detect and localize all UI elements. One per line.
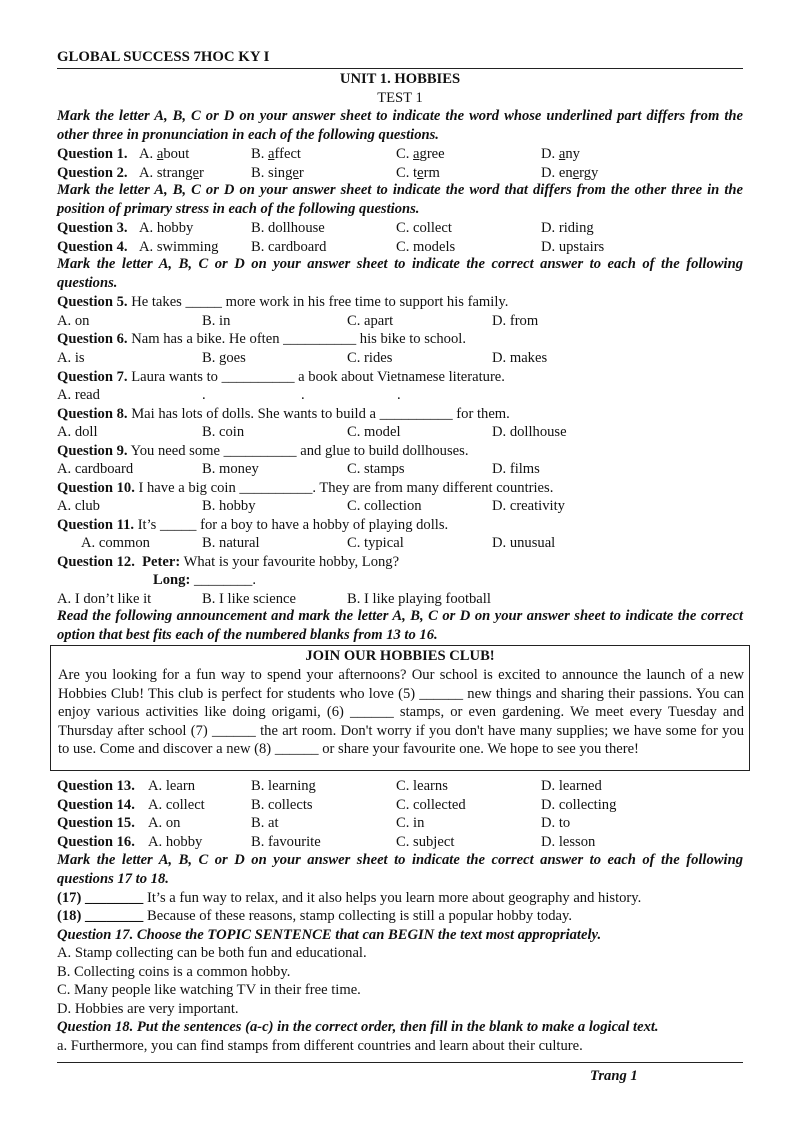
question-label: Question 14. bbox=[57, 797, 135, 813]
option-a: A. doll bbox=[57, 424, 98, 440]
question-14 bbox=[57, 796, 743, 814]
question-17-option-b: B. Collecting coins is a common hobby. bbox=[57, 964, 291, 980]
option-b: B. coin bbox=[202, 424, 245, 440]
page-number: Trang 1 bbox=[590, 1068, 638, 1084]
question-1 bbox=[57, 145, 743, 163]
option-c: B. I like playing football bbox=[347, 591, 491, 607]
option-b: B. money bbox=[202, 461, 259, 477]
option-a: A. stranger bbox=[139, 165, 204, 181]
instruction-correct-answer: Mark the letter A, B, C or D on your answer sheet to indicate the correct answer to each of the following questions. bbox=[57, 256, 743, 291]
question-11-stem: Question 11. It’s _____ for a boy to have a hobby of playing dolls. bbox=[57, 517, 449, 533]
option-d: D. makes bbox=[492, 350, 548, 366]
question-9-stem: Question 9. You need some __________ and glue to build dollhouses. bbox=[57, 443, 469, 459]
option-b: B. I like science bbox=[202, 591, 297, 607]
option-a: A. on bbox=[148, 815, 181, 831]
unit-title: UNIT 1. HOBBIES bbox=[339, 71, 461, 87]
option-c: C. agree bbox=[396, 146, 445, 162]
option-b: B. goes bbox=[202, 350, 246, 366]
question-18-sentence-a: a. Furthermore, you can find stamps from different countries and learn about their culture. bbox=[57, 1038, 583, 1054]
question-17-option-d: D. Hobbies are very important. bbox=[57, 1001, 239, 1017]
option-a: A. club bbox=[57, 498, 100, 514]
question-15 bbox=[57, 814, 743, 832]
option-c: . bbox=[301, 387, 305, 403]
option-c: C. in bbox=[396, 815, 425, 831]
option-b: B. collects bbox=[251, 797, 313, 813]
option-a: A. hobby bbox=[139, 220, 194, 236]
option-c: C. collected bbox=[396, 797, 466, 813]
option-b: . bbox=[202, 387, 206, 403]
instruction-pronunciation: Mark the letter A, B, C or D on your answer sheet to indicate the word whose underlined part differs from the other three in pronunciation in each of the following questions. bbox=[57, 108, 743, 143]
option-a: A. collect bbox=[148, 797, 205, 813]
question-6-stem: Question 6. Nam has a bike. He often __________ his bike to school. bbox=[57, 331, 466, 347]
option-c: C. subject bbox=[396, 834, 455, 850]
gap-17: (17) ________ It’s a fun way to relax, and it also helps you learn more about geography and history. bbox=[57, 890, 642, 906]
question-label: Question 1. bbox=[57, 146, 128, 162]
option-b: B. hobby bbox=[202, 498, 256, 514]
option-d: D. to bbox=[541, 815, 571, 831]
option-c: C. collection bbox=[347, 498, 422, 514]
option-b: B. dollhouse bbox=[251, 220, 325, 236]
option-b: B. singer bbox=[251, 165, 304, 181]
option-d: D. upstairs bbox=[541, 239, 605, 255]
option-d: . bbox=[397, 387, 401, 403]
document-header: GLOBAL SUCCESS 7HOC KY I bbox=[57, 49, 270, 65]
question-17-option-a: A. Stamp collecting can be both fun and educational. bbox=[57, 945, 367, 961]
announcement-text: Are you looking for a fun way to spend your afternoons? Our school is excited to announce the launch of a new Hobbies Club! This club is perfect for students who love (5) ______ new things and sharing their passions. You can enjoy various activities like doing origami, (6) ______ stamps, or even gardening. We meet every Tuesday and Thursday after school (7) ______ the art room. Don't worry if you don't have many supplies; we have some for you to use. Come and discover a new (8) ______ or share your favourite one. We hope to see you there! bbox=[58, 667, 744, 758]
instruction-announcement: Read the following announcement and mark the letter A, B, C or D on your answer sheet to indicate the correct option that best fits each of the numbered blanks from 13 to 16. bbox=[57, 608, 743, 643]
option-a: A. common bbox=[81, 535, 150, 551]
question-16 bbox=[57, 833, 743, 851]
option-a: A. read bbox=[57, 387, 100, 403]
option-d: D. unusual bbox=[492, 535, 556, 551]
option-b: B. cardboard bbox=[251, 239, 327, 255]
option-c: C. typical bbox=[347, 535, 404, 551]
question-label: Question 3. bbox=[57, 220, 128, 236]
option-a: A. on bbox=[57, 313, 90, 329]
option-c: C. rides bbox=[347, 350, 393, 366]
option-c: C. model bbox=[347, 424, 401, 440]
question-3 bbox=[57, 219, 743, 237]
option-a: A. about bbox=[139, 146, 190, 162]
option-c: C. stamps bbox=[347, 461, 405, 477]
announcement-box bbox=[50, 645, 750, 771]
question-17-option-c: C. Many people like watching TV in their free time. bbox=[57, 982, 361, 998]
option-c: C. term bbox=[396, 165, 440, 181]
option-a: A. swimming bbox=[139, 239, 219, 255]
question-label: Question 4. bbox=[57, 239, 128, 255]
question-7-stem: Question 7. Laura wants to __________ a book about Vietnamese literature. bbox=[57, 369, 505, 385]
option-c: C. models bbox=[396, 239, 456, 255]
question-label: Question 16. bbox=[57, 834, 135, 850]
option-d: D. films bbox=[492, 461, 540, 477]
instruction-17-18: Mark the letter A, B, C or D on your answer sheet to indicate the correct answer to each of the following questions 17 to 18. bbox=[57, 852, 743, 887]
option-b: B. learning bbox=[251, 778, 316, 794]
option-b: B. in bbox=[202, 313, 231, 329]
option-d: D. dollhouse bbox=[492, 424, 567, 440]
header-rule bbox=[57, 68, 743, 69]
option-d: D. learned bbox=[541, 778, 602, 794]
option-a: A. cardboard bbox=[57, 461, 134, 477]
option-a: A. learn bbox=[148, 778, 196, 794]
option-c: C. learns bbox=[396, 778, 448, 794]
question-13 bbox=[57, 777, 743, 795]
option-b: B. at bbox=[251, 815, 279, 831]
question-4 bbox=[57, 238, 743, 256]
option-a: A. is bbox=[57, 350, 85, 366]
option-d: D. riding bbox=[541, 220, 594, 236]
question-label: Question 13. bbox=[57, 778, 135, 794]
question-17-stem: Question 17. Choose the TOPIC SENTENCE that can BEGIN the text most appropriately. bbox=[57, 927, 602, 943]
option-a: A. hobby bbox=[148, 834, 203, 850]
option-b: B. affect bbox=[251, 146, 301, 162]
option-d: D. energy bbox=[541, 165, 599, 181]
question-label: Question 2. bbox=[57, 165, 128, 181]
question-12-stem: Question 12. Peter: What is your favourite hobby, Long? bbox=[57, 554, 400, 570]
gap-18: (18) ________ Because of these reasons, stamp collecting is still a popular hobby today. bbox=[57, 908, 572, 924]
instruction-stress: Mark the letter A, B, C or D on your answer sheet to indicate the word that differs from the other three in the position of primary stress in each of the following questions. bbox=[57, 182, 743, 217]
option-d: D. lesson bbox=[541, 834, 596, 850]
question-2 bbox=[57, 164, 743, 182]
question-8-stem: Question 8. Mai has lots of dolls. She wants to build a __________ for them. bbox=[57, 406, 510, 422]
question-18-stem: Question 18. Put the sentences (a-c) in the correct order, then fill in the blank to make a logical text. bbox=[57, 1019, 659, 1035]
question-10-stem: Question 10. I have a big coin __________. They are from many different countries. bbox=[57, 480, 554, 496]
option-b: B. natural bbox=[202, 535, 260, 551]
option-a: A. I don’t like it bbox=[57, 591, 152, 607]
option-b: B. favourite bbox=[251, 834, 321, 850]
question-12-reply: Long: ________. bbox=[153, 572, 256, 588]
option-c: C. apart bbox=[347, 313, 394, 329]
test-title: TEST 1 bbox=[377, 90, 423, 106]
question-label: Question 15. bbox=[57, 815, 135, 831]
option-c: C. collect bbox=[396, 220, 452, 236]
announcement-title: JOIN OUR HOBBIES CLUB! bbox=[305, 648, 495, 664]
option-d: D. creativity bbox=[492, 498, 565, 514]
footer-rule bbox=[57, 1062, 743, 1063]
option-d: D. from bbox=[492, 313, 539, 329]
question-5-stem: Question 5. He takes _____ more work in his free time to support his family. bbox=[57, 294, 509, 310]
option-d: D. collecting bbox=[541, 797, 617, 813]
option-d: D. any bbox=[541, 146, 580, 162]
